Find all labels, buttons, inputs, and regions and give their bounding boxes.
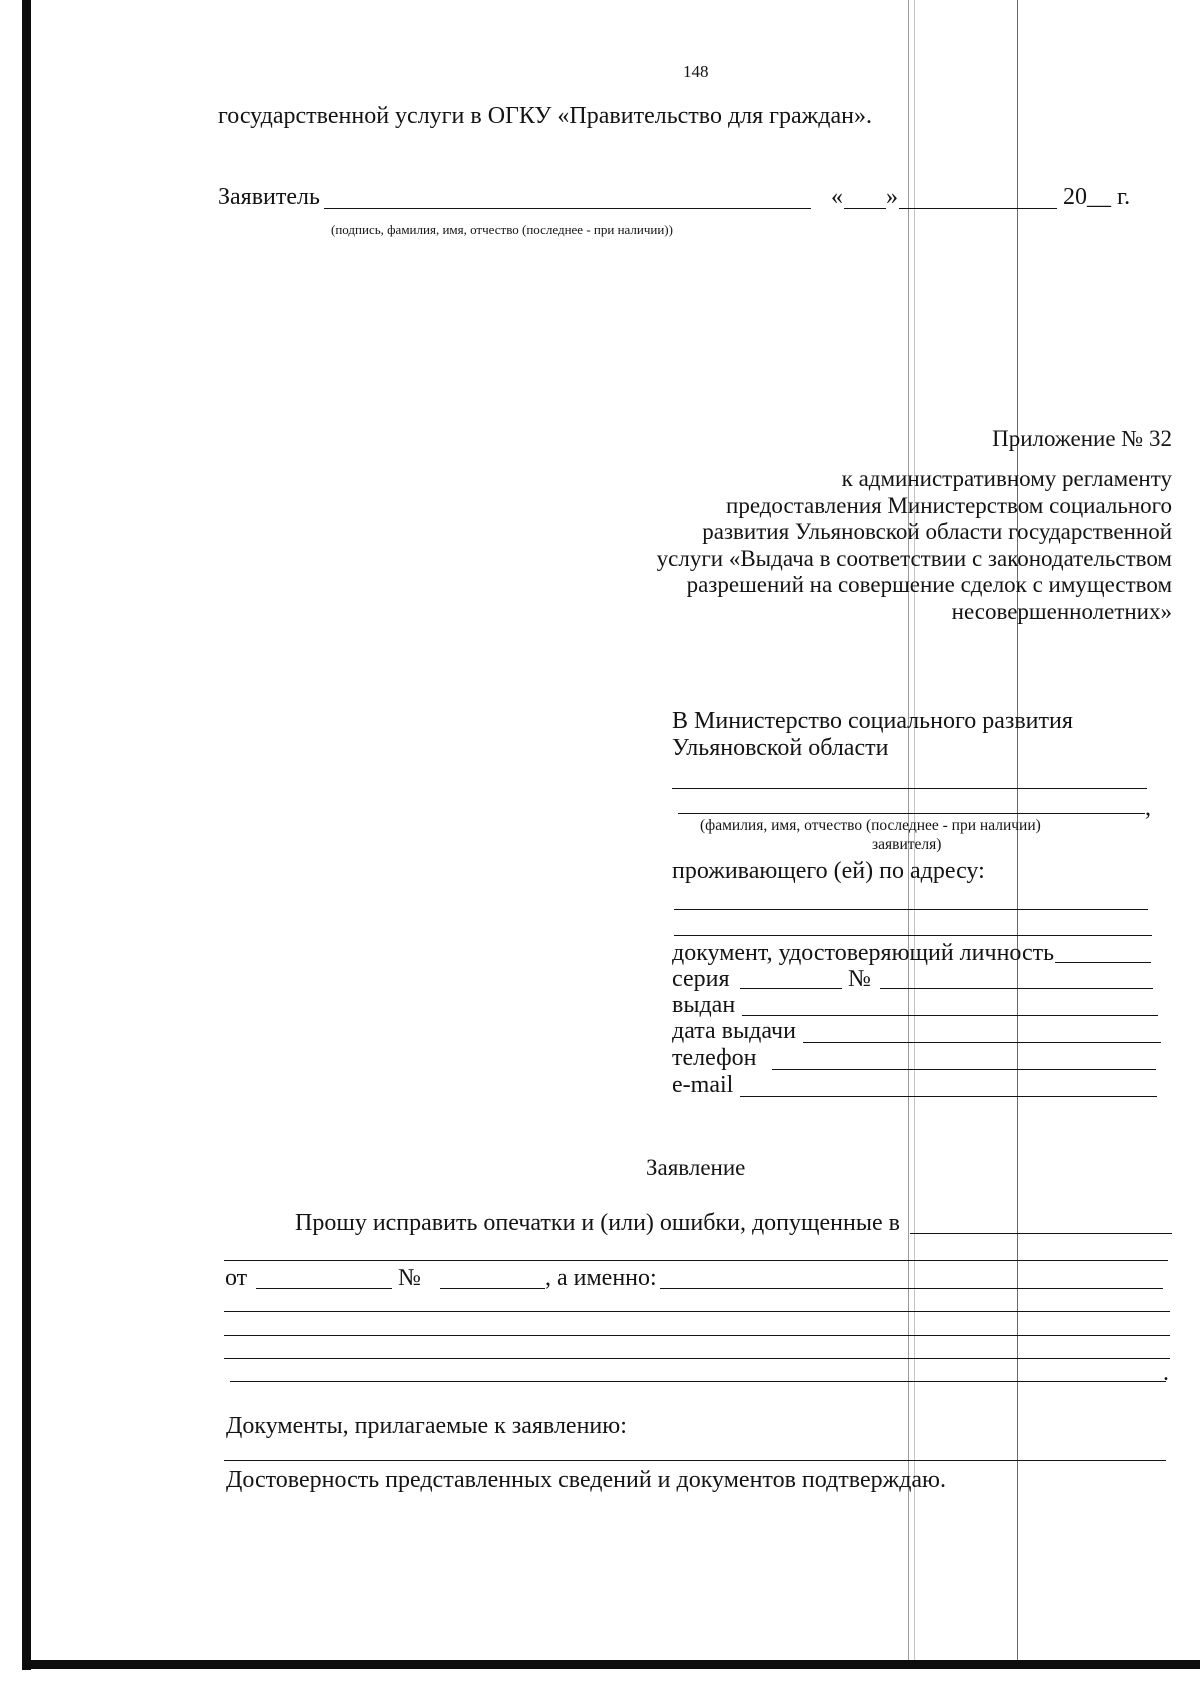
scan-left-edge	[22, 0, 31, 1670]
email-field[interactable]	[740, 1096, 1157, 1097]
appendix-title-text: Приложение № 32	[992, 426, 1172, 451]
quote-open: «	[831, 184, 843, 210]
scan-bottom-edge	[22, 1660, 1200, 1669]
appendix-line: развития Ульяновской области государственной	[702, 519, 1172, 544]
document-date-field[interactable]	[256, 1288, 392, 1289]
appendix-line: к административному регламенту	[841, 466, 1172, 491]
appendix-line: услуги «Выдача в соответствии с законодательством	[656, 545, 1172, 571]
id-number-label: №	[848, 966, 871, 992]
name-caption-2: заявителя)	[872, 836, 942, 853]
issue-date-field[interactable]	[803, 1042, 1161, 1043]
phone-label: телефон	[672, 1045, 757, 1071]
year-label: 20__ г.	[1063, 184, 1131, 210]
signature-field-line[interactable]	[324, 208, 811, 209]
name-caption-1: (фамилия, имя, отчество (последнее - при наличии)	[700, 817, 1041, 834]
phone-field[interactable]	[772, 1069, 1156, 1070]
email-label: e-mail	[672, 1072, 734, 1098]
issue-date-label: дата выдачи	[672, 1018, 796, 1044]
errors-description-line[interactable]	[224, 1311, 1170, 1312]
id-number-field[interactable]	[880, 988, 1153, 989]
applicant-name-field-1[interactable]	[672, 788, 1147, 789]
series-label: серия	[672, 966, 730, 992]
appendix-description	[657, 466, 1172, 625]
appendix-title	[992, 426, 1172, 452]
address-field-2[interactable]	[674, 935, 1152, 936]
appendix-line: несовершеннолетних»	[951, 598, 1172, 624]
address-field-1[interactable]	[674, 909, 1148, 910]
issued-field[interactable]	[742, 1015, 1158, 1016]
quote-close: »	[886, 184, 898, 210]
errors-description-field[interactable]	[660, 1288, 1163, 1289]
top-text: государственной услуги в ОГКУ «Правительство для граждан».	[218, 103, 872, 129]
addressee-line-1: В Министерство социального развития	[672, 708, 1073, 734]
page-number: 148	[683, 62, 709, 81]
document-number-field[interactable]	[440, 1288, 545, 1289]
document-name-field[interactable]	[910, 1233, 1172, 1234]
confirmation-text: Достоверность представленных сведений и документов подтверждаю.	[226, 1467, 946, 1493]
from-label: от	[225, 1265, 248, 1291]
errors-description-line[interactable]	[230, 1381, 1166, 1382]
day-field-line[interactable]	[844, 208, 886, 209]
statement-heading: Заявление	[646, 1155, 746, 1180]
id-document-label: документ, удостоверяющий личность	[672, 940, 1055, 966]
request-text: Прошу исправить опечатки и (или) ошибки, допущенные в	[295, 1210, 900, 1236]
signature-caption: (подпись, фамилия, имя, отчество (последнее - при наличии))	[331, 222, 673, 237]
document-name-field-2[interactable]	[224, 1260, 1168, 1261]
errors-description-line[interactable]	[224, 1358, 1170, 1359]
addressee-line-2: Ульяновской области	[672, 735, 889, 761]
name-comma: ,	[1145, 795, 1151, 821]
applicant-label: Заявитель	[218, 184, 320, 210]
appendix-line: предоставления Министерством социального	[726, 492, 1172, 518]
residence-label: проживающего (ей) по адресу:	[672, 858, 985, 884]
attachments-label: Документы, прилагаемые к заявлению:	[226, 1413, 627, 1439]
errors-period: .	[1163, 1360, 1169, 1386]
attachments-field[interactable]	[224, 1460, 1166, 1461]
month-field-line[interactable]	[899, 208, 1057, 209]
series-field[interactable]	[740, 988, 842, 989]
document-number-label: №	[398, 1265, 421, 1291]
errors-description-line[interactable]	[224, 1335, 1170, 1336]
appendix-line: разрешений на совершение сделок с имуществом	[686, 572, 1172, 597]
issued-label: выдан	[672, 992, 736, 1018]
id-document-field[interactable]	[1055, 962, 1151, 963]
namely-label: , а именно:	[545, 1265, 657, 1291]
applicant-name-field-2[interactable]	[678, 813, 1145, 814]
